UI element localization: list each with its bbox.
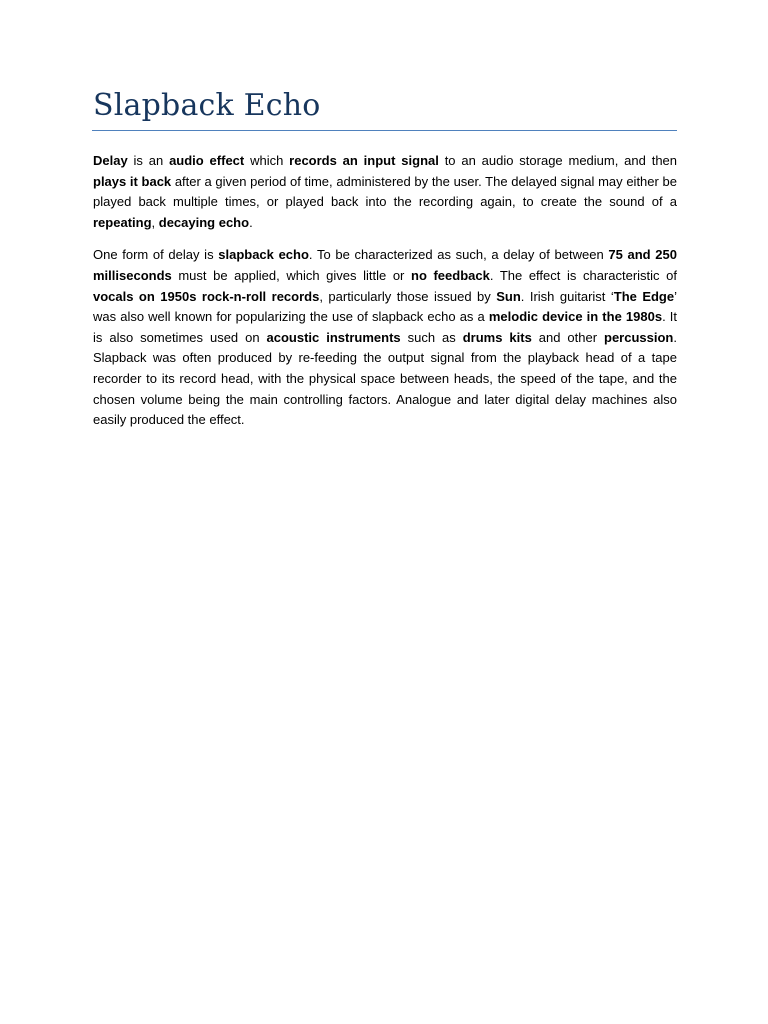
document-page [92, 86, 677, 443]
text-run: after a given period of time, administered by the user. The delayed signal may either be played back multiple times, or played back into the recording again, to create the sound of a [93, 173, 677, 210]
bold-text-run: The Edge [613, 288, 675, 304]
text-run: which [244, 153, 290, 168]
bold-text-run: audio effect [169, 153, 245, 168]
text-run: . Irish guitarist ‘ [520, 288, 614, 304]
bold-text-run: acoustic instruments [266, 329, 401, 345]
bold-text-run: records an input signal [289, 153, 439, 168]
bold-text-run: vocals on 1950s rock-n-roll records [93, 288, 320, 304]
bold-text-run: Sun [496, 288, 521, 304]
text-run: . Slapback was often produced by re-feeding the output signal from the playback head of a tape recorder to its record head, with the physical space between heads, the speed of the tape, and the chosen volume being the main controlling factors. Analogue and later digital delay machines also easily produced the effect. [93, 329, 677, 428]
bold-text-run: slapback echo [218, 247, 309, 263]
paragraph-delay-definition [93, 151, 677, 233]
text-run: One form of delay is [93, 247, 219, 263]
text-run: must be applied, which gives little or [171, 267, 411, 283]
bold-text-run: Delay [93, 153, 128, 168]
text-run: . To be characterized as such, a delay of between [308, 247, 609, 263]
bold-text-run: plays it back [93, 173, 172, 189]
text-run: to an audio storage medium, and then [438, 153, 678, 168]
text-run: , [151, 214, 159, 230]
text-run: , particularly those issued by [319, 288, 497, 304]
bold-text-run: 75 and 250 milliseconds [93, 247, 677, 283]
title-underline [92, 130, 677, 131]
text-run: . [249, 214, 253, 230]
text-run: ’ was also well known for popularizing the use of slapback echo as a [93, 288, 677, 325]
document-title: Slapback Echo [93, 88, 321, 123]
text-run: . The effect is characteristic of [489, 267, 677, 283]
bold-text-run: percussion [604, 329, 674, 345]
text-run: . It is also sometimes used on [93, 309, 677, 345]
bold-text-run: decaying echo [158, 214, 250, 230]
bold-text-run: repeating [93, 214, 152, 230]
bold-text-run: melodic device in the 1980s [488, 309, 663, 325]
bold-text-run: no feedback [411, 267, 490, 283]
bold-text-run: drums kits [462, 329, 532, 345]
text-run: and other [531, 329, 605, 345]
text-run: such as [400, 329, 463, 345]
text-run: is an [127, 153, 170, 168]
paragraph-slapback-echo [93, 245, 677, 430]
